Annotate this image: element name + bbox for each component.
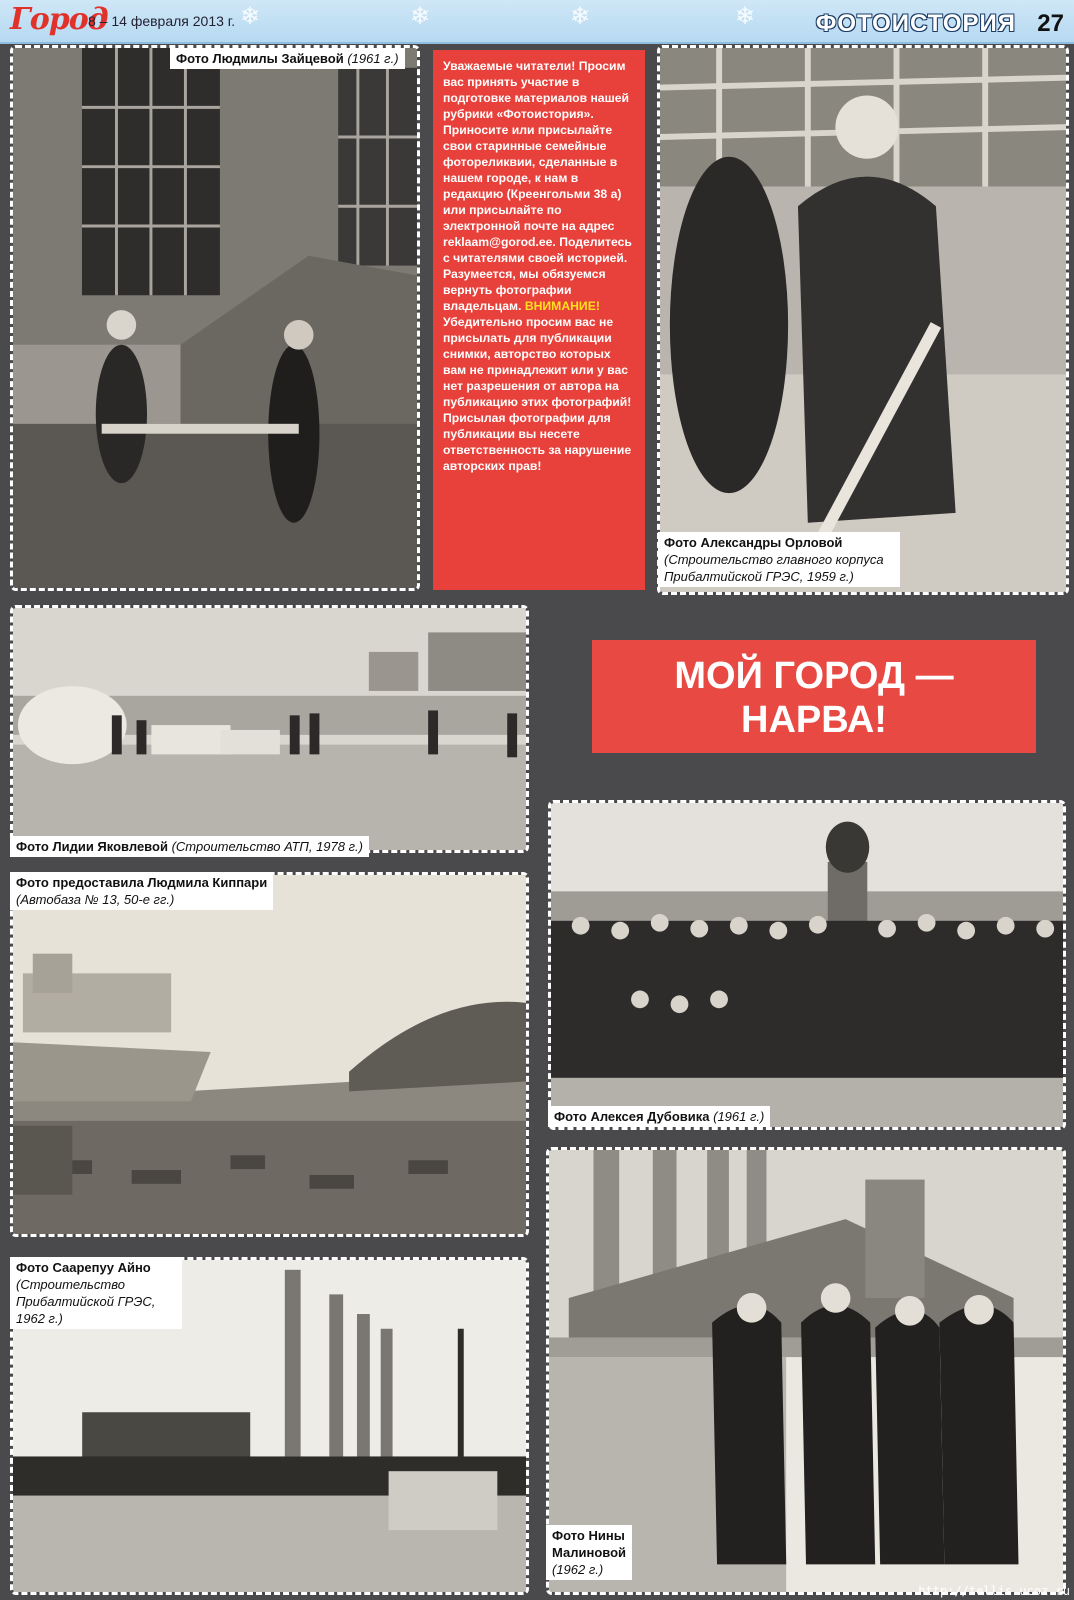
caption-note: (Автобаза № 13, 50-е гг.): [16, 892, 175, 907]
caption-author: Фото Алексея Дубовика: [554, 1109, 710, 1124]
appeal-text: Уважаемые читатели! Просим вас принять участие в подготовке материалов нашей рубрики «Фотоистория». Приносите или присылайте свои старинные семейные фотореликвии, сделанные в нашем городе, к нам в редакцию (Креенгольми 38 а) или присылайте по электронной почте на адрес reklaam@gorod.ee. Поделитесь с читателями своей историей. Разумеется, мы обязуемся вернуть фотографии владельцам.: [443, 59, 632, 313]
caption-note: Прибалтийской ГРЭС,: [16, 1294, 156, 1309]
reader-appeal-box: [433, 50, 645, 590]
snowflake-icon: ❄: [410, 3, 431, 30]
photo-dubovik: [548, 800, 1066, 1130]
page-header: [0, 0, 1074, 44]
appeal-warning-body: Убедительно просим вас не присылать для публикации снимки, авторство которых вам не принадлежит или у вас нет разрешения от автора на публикацию этих фотографий! Присылая фотографии для публикации вы несете ответственность за нарушение авторских прав!: [443, 315, 632, 473]
issue-date: 8 – 14 февраля 2013 г.: [88, 13, 236, 29]
photo-caption-orlova: [658, 532, 900, 587]
caption-author: Малиновой: [552, 1545, 627, 1560]
caption-author: Фото Лидии Яковлевой: [16, 839, 168, 854]
snowflake-icon: ❄: [735, 3, 756, 30]
section-title: ФОТОИСТОРИЯ: [815, 10, 1016, 37]
caption-note: 1962 г.): [16, 1311, 63, 1326]
caption-author: Фото предоставила Людмила Киппари: [16, 875, 268, 890]
newspaper-logo: Город: [10, 2, 108, 37]
caption-author: Фото Александры Орловой: [664, 535, 843, 550]
photo-caption-malinova: [546, 1525, 632, 1580]
photo-caption-kippari: [10, 872, 273, 910]
photo-caption-zaitseva: [170, 48, 405, 69]
photo-yakovleva: [10, 605, 529, 853]
source-watermark: http://tellis.ucoz.ru: [918, 1584, 1070, 1598]
caption-note: (1961 г.): [713, 1109, 765, 1124]
photo-kippari: [10, 872, 529, 1237]
snowflake-icon: ❄: [240, 3, 261, 30]
caption-note: Прибалтийской ГРЭС, 1959 г.): [664, 569, 854, 584]
caption-note: (Строительство АТП, 1978 г.): [171, 839, 363, 854]
photo-orlova: [657, 45, 1069, 595]
photo-caption-saarepuu: [10, 1257, 182, 1329]
headline-banner: [592, 640, 1036, 753]
caption-author: Фото Саарепуу Айно: [16, 1260, 151, 1275]
headline-line: МОЙ ГОРОД —: [674, 655, 954, 697]
appeal-warning-head: ВНИМАНИЕ!: [524, 299, 600, 313]
snowflake-icon: ❄: [570, 3, 591, 30]
caption-author: Фото Людмилы Зайцевой: [176, 51, 344, 66]
caption-note: (Строительство главного корпуса: [664, 552, 884, 567]
photo-caption-dubovik: [548, 1106, 770, 1127]
caption-note: (Строительство: [16, 1277, 125, 1292]
headline-line: НАРВА!: [741, 699, 887, 741]
caption-note: (1962 г.): [552, 1562, 604, 1577]
page-number: 27: [1037, 10, 1064, 37]
photo-zaitseva: [10, 45, 420, 591]
caption-author: Фото Нины: [552, 1528, 625, 1543]
photo-caption-yakovleva: [10, 836, 369, 857]
caption-note: (1961 г.): [347, 51, 399, 66]
